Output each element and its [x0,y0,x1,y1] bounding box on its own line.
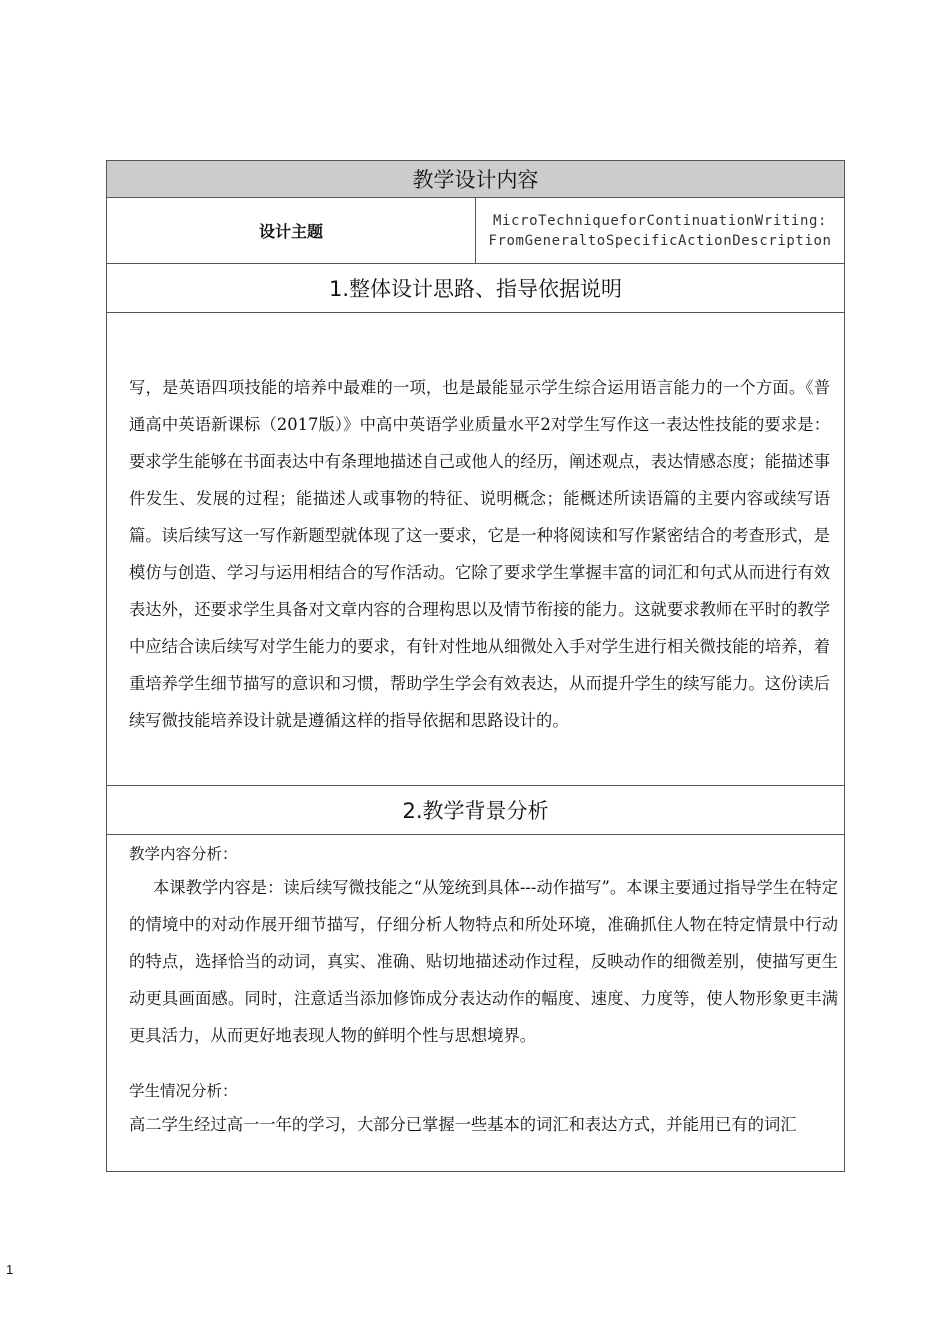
section1-body [107,313,845,786]
lesson-design-table [106,160,845,1172]
section2-heading: 2.教学背景分析 [107,786,845,835]
page-number: 1 [6,1262,14,1277]
student-analysis-text: 高二学生经过高一一年的学习，大部分已掌握一些基本的词汇和表达方式，并能用已有的词汇 [129,1115,797,1134]
content-analysis-text: 本课教学内容是：读后续写微技能之“从笼统到具体---动作描写”。本课主要通过指导学生在特定的情境中的对动作展开细节描写，仔细分析人物特点和所处环境，准确抓住人物在特定情景中行动的特点，选择恰当的动词，真实、准确、贴切地描述动作过程，反映动作的细微差别，使描写更生动更具画面感。同时，注意适当添加修饰成分表达动作的幅度、速度、力度等，使人物形象更丰满更具活力，从而更好地表现人物的鲜明个性与思想境界。 [129,878,838,1045]
section2-body [107,835,845,1172]
theme-line-2: FromGeneraltoSpecificActionDescription [488,232,832,249]
theme-value [476,198,845,264]
table-title: 教学设计内容 [107,161,845,198]
theme-line-1: MicroTechniqueforContinuationWriting: [492,212,828,229]
content-analysis-label: 教学内容分析： [129,845,238,863]
section1-heading: 1.整体设计思路、指导依据说明 [107,264,845,313]
section1-paragraph: 写，是英语四项技能的培养中最难的一项，也是最能显示学生综合运用语言能力的一个方面。《普通高中英语新课标（2017版）》中高中英语学业质量水平2对学生写作这一表达性技能的要求是：要求学生能够在书面表达中有条理地描述自己或他人的经历，阐述观点，表达情感态度；能描述事件发生、发展的过程；能描述人或事物的特征、说明概念；能概述所读语篇的主要内容或续写语篇。读后续写这一写作新题型就体现了这一要求，它是一种将阅读和写作紧密结合的考查形式，是模仿与创造、学习与运用相结合的写作活动。它除了要求学生掌握丰富的词汇和句式从而进行有效表达外，还要求学生具备对文章内容的合理构思以及情节衔接的能力。这就要求教师在平时的教学中应结合读后续写对学生能力的要求，有针对性地从细微处入手对学生进行相关微技能的培养，着重培养学生细节描写的意识和习惯，帮助学生学会有效表达，从而提升学生的续写能力。这份读后续写微技能培养设计就是遵循这样的指导依据和思路设计的。 [129,378,830,730]
student-analysis-label: 学生情况分析： [129,1082,238,1100]
theme-label: 设计主题 [107,198,476,264]
